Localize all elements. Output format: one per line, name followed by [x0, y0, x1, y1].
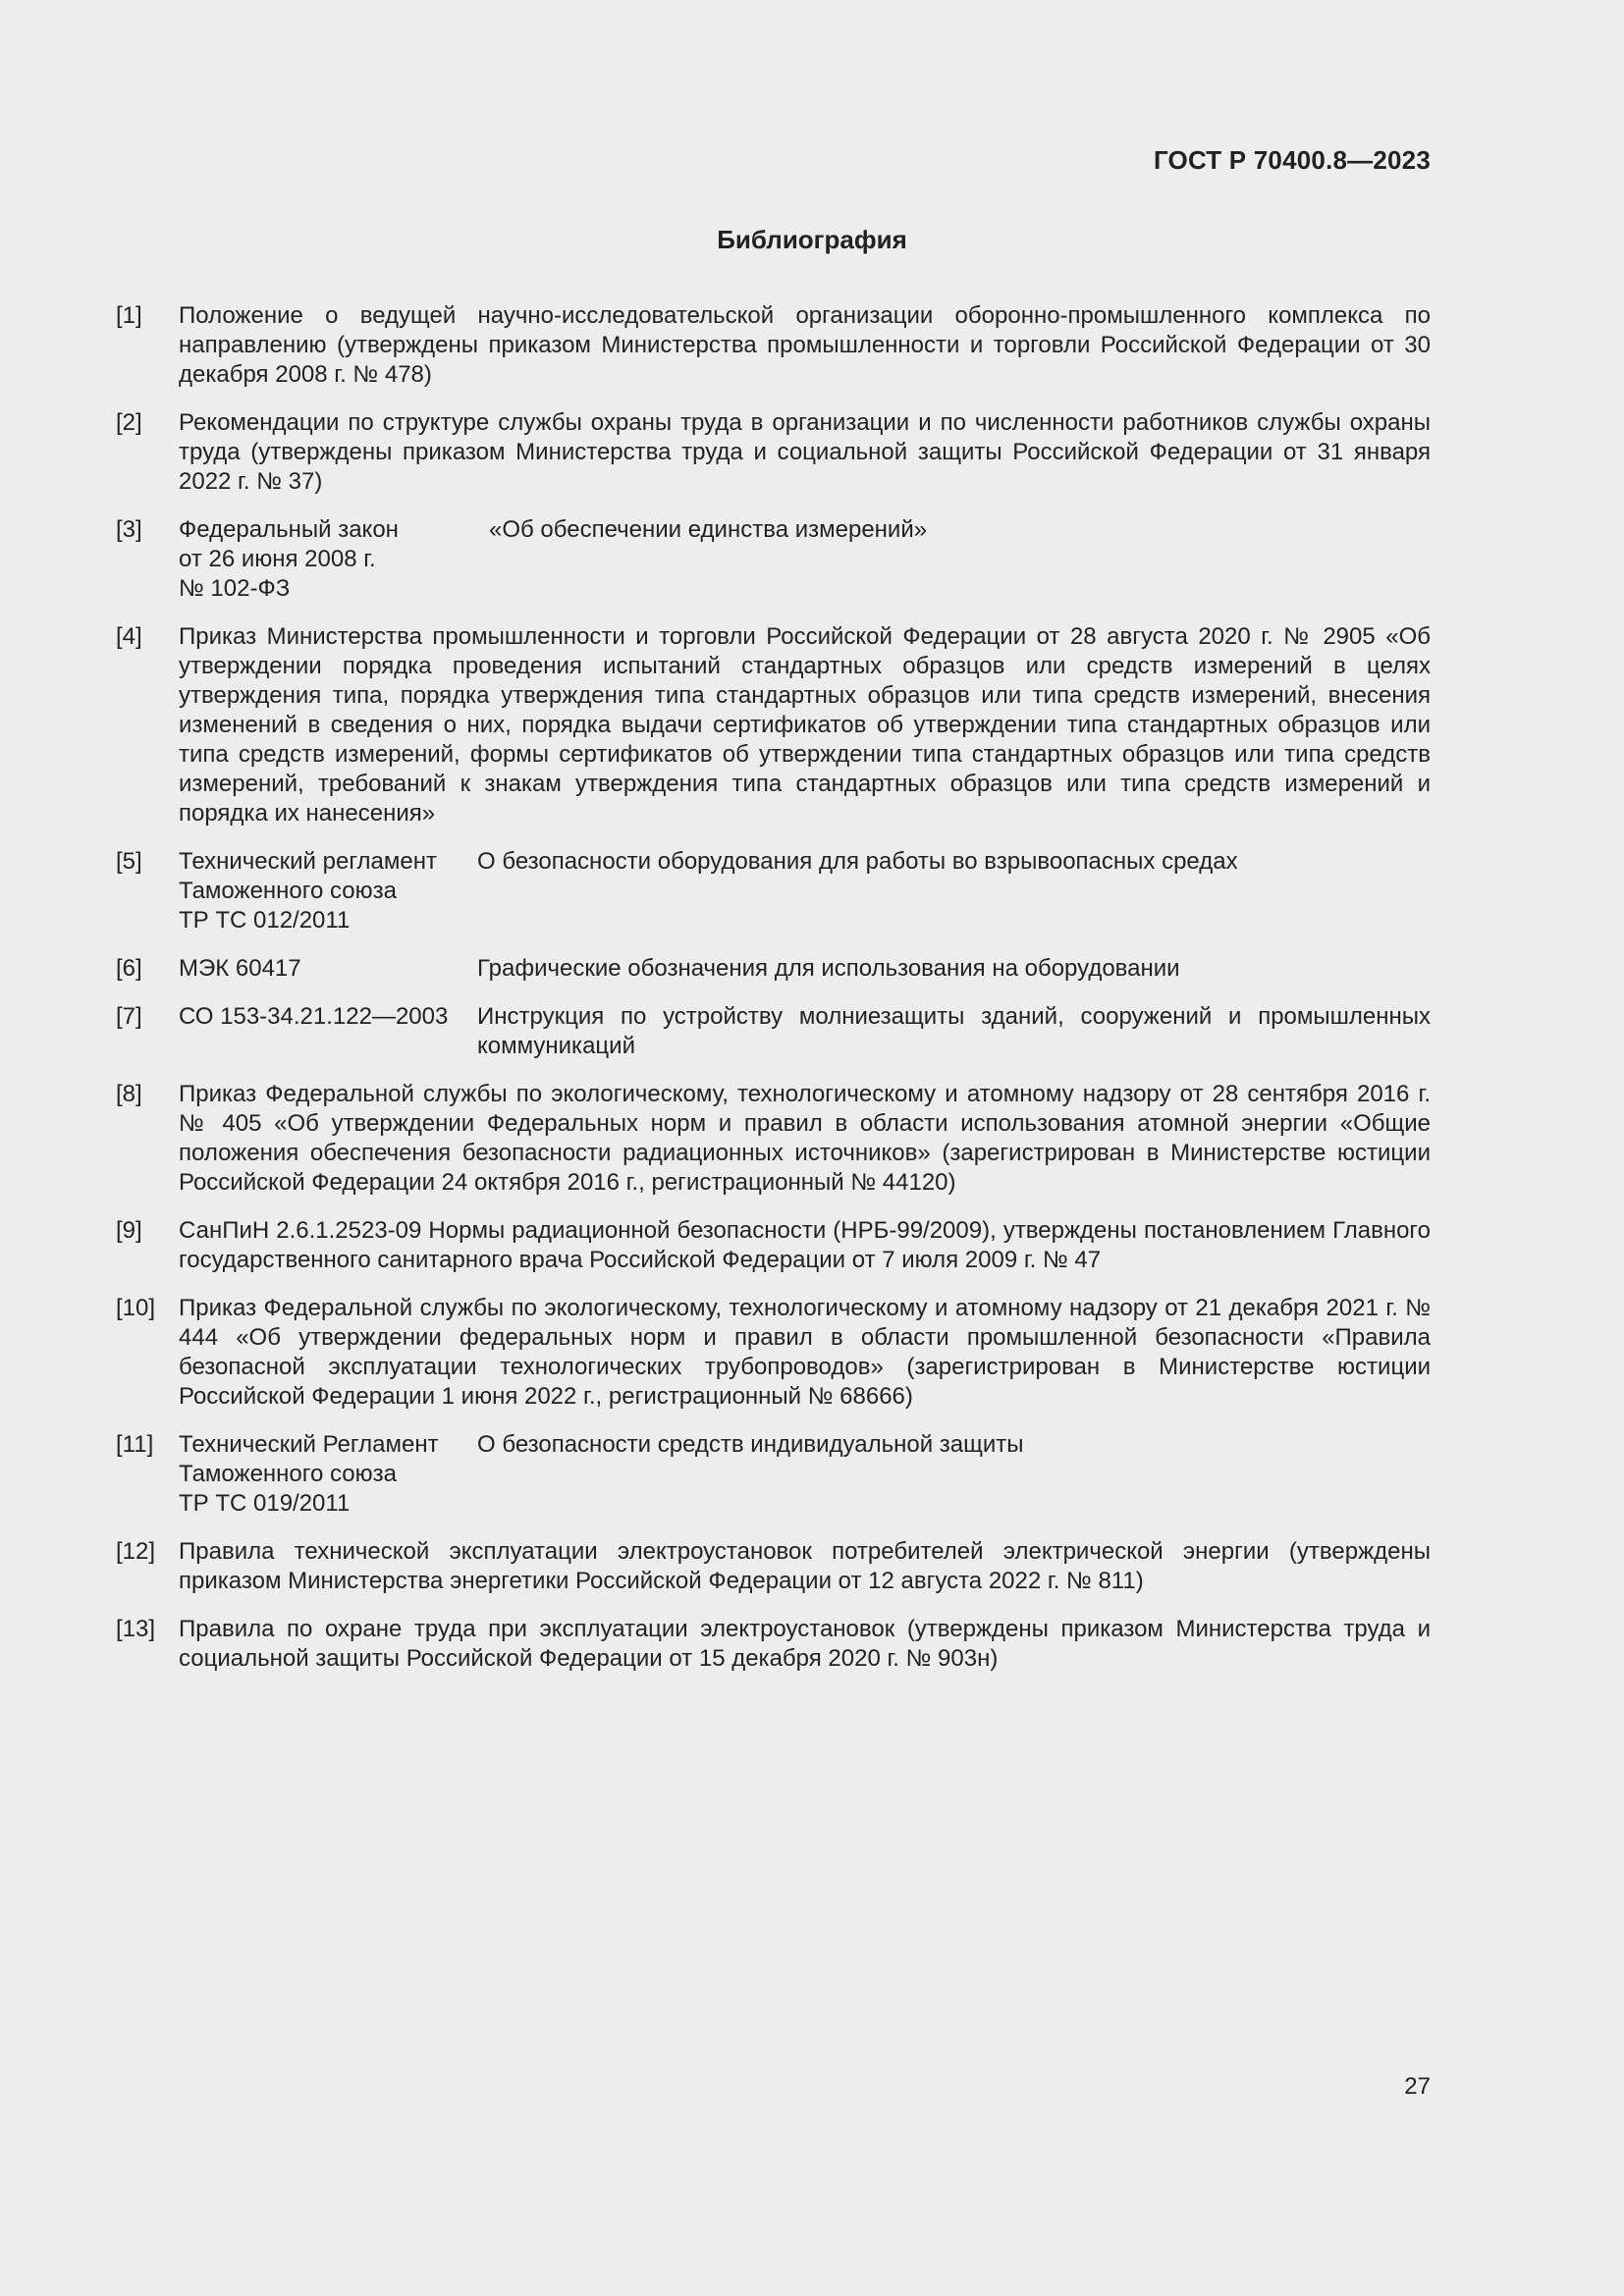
- entry-text: Приказ Федеральной службы по экологическому, технологическому и атомному надзору от 21 декабря 2021 г. № 444 «Об утверждении федеральных норм и правил в области промышленной безопасности «Правила безопасной эксплуатации технологических трубопроводов» (зарегистрирован в Министерстве юстиции Российской Федерации 1 июня 2022 г., регистрационный № 68666): [179, 1295, 1431, 1410]
- entry-reference: [179, 1430, 477, 1519]
- entry-reference: [179, 515, 489, 604]
- bibliography-entry: [116, 622, 1431, 828]
- entry-title: О безопасности оборудования для работы во взрывоопасных средах: [477, 848, 1238, 875]
- bibliography-entry: [116, 847, 1431, 935]
- entry-text: Правила технической эксплуатации электроустановок потребителей электрической энергии (утверждены приказом Министерства энергетики Российской Федерации от 12 августа 2022 г. № 811): [179, 1538, 1431, 1594]
- entry-title: Графические обозначения для использования на оборудовании: [477, 955, 1180, 982]
- reference-line: СО 153-34.21.122—2003: [179, 1003, 449, 1030]
- bibliography-list: [116, 301, 1431, 1692]
- page-number: 27: [1404, 2073, 1431, 2100]
- bibliography-entry: [116, 1002, 1431, 1061]
- bibliography-entry: [116, 1615, 1431, 1674]
- entry-title: Инструкция по устройству молниезащиты зданий, сооружений и промышленных коммуникаций: [477, 1003, 1431, 1059]
- document-code: ГОСТ Р 70400.8—2023: [1153, 145, 1431, 175]
- bibliography-entry: [116, 408, 1431, 497]
- entry-number: [13]: [116, 1616, 156, 1642]
- reference-line: Таможенного союза: [179, 878, 397, 904]
- entry-text: Правила по охране труда при эксплуатации электроустановок (утверждены приказом Министерства труда и социальной защиты Российской Федерации от 15 декабря 2020 г. № 903н): [179, 1616, 1431, 1672]
- entry-number: [2]: [116, 409, 142, 436]
- reference-line: № 102-ФЗ: [179, 575, 291, 602]
- entry-number: [12]: [116, 1538, 156, 1565]
- entry-number: [1]: [116, 302, 142, 329]
- entry-number: [6]: [116, 955, 142, 982]
- entry-number: [11]: [116, 1431, 154, 1458]
- entry-number: [7]: [116, 1003, 142, 1030]
- bibliography-entry: [116, 1537, 1431, 1596]
- entry-text: Приказ Министерства промышленности и торговли Российской Федерации от 28 августа 2020 г. № 2905 «Об утверждении порядка проведения испытаний стандартных образцов или средств измерений в целях утверждения типа, порядка утверждения типа стандартных образцов или типа средств измерений, внесения изменений в сведения о них, порядка выдачи сертификатов об утверждении типа стандартных образцов или типа средств измерений, формы сертификатов об утверждении типа стандартных образцов или типа средств измерений, требований к знакам утверждения типа стандартных образцов или типа средств измерений и порядка их нанесения»: [179, 623, 1431, 827]
- bibliography-entry: [116, 954, 1431, 984]
- reference-line: Таможенного союза: [179, 1461, 397, 1487]
- reference-line: ТР ТС 019/2011: [179, 1490, 351, 1517]
- reference-line: Технический регламент: [179, 848, 437, 875]
- bibliography-entry: [116, 1080, 1431, 1198]
- bibliography-entry: [116, 515, 1431, 604]
- reference-line: МЭК 60417: [179, 955, 301, 982]
- entry-title: О безопасности средств индивидуальной защиты: [477, 1431, 1024, 1458]
- section-title: Библиография: [717, 225, 907, 254]
- reference-line: Федеральный закон: [179, 516, 399, 543]
- entry-number: [10]: [116, 1295, 156, 1321]
- entry-number: [3]: [116, 516, 142, 543]
- entry-number: [9]: [116, 1217, 142, 1244]
- entry-text: Положение о ведущей научно-исследовательской организации оборонно-промышленного комплекса по направлению (утверждены приказом Министерства промышленности и торговли Российской Федерации от 30 декабря 2008 г. № 478): [179, 302, 1431, 388]
- bibliography-entry: [116, 1294, 1431, 1412]
- entry-reference: [179, 847, 477, 935]
- entry-number: [8]: [116, 1081, 142, 1107]
- entry-title: «Об обеспечении единства измерений»: [489, 516, 928, 543]
- bibliography-entry: [116, 1430, 1431, 1519]
- reference-line: от 26 июня 2008 г.: [179, 546, 376, 572]
- entry-reference: [179, 1002, 477, 1061]
- entry-text: Рекомендации по структуре службы охраны труда в организации и по численности работников службы охраны труда (утверждены приказом Министерства труда и социальной защиты Российской Федерации от 31 января 2022 г. № 37): [179, 409, 1431, 495]
- bibliography-entry: [116, 301, 1431, 390]
- entry-text: Приказ Федеральной службы по экологическому, технологическому и атомному надзору от 28 сентября 2016 г. № 405 «Об утверждении Федеральных норм и правил в области использования атомной энергии «Общие положения обеспечения безопасности радиационных источников» (зарегистрирован в Министерстве юстиции Российской Федерации 24 октября 2016 г., регистрационный № 44120): [179, 1081, 1431, 1196]
- entry-number: [4]: [116, 623, 142, 650]
- entry-reference: [179, 954, 477, 984]
- entry-number: [5]: [116, 848, 142, 875]
- reference-line: ТР ТС 012/2011: [179, 907, 351, 934]
- bibliography-entry: [116, 1216, 1431, 1275]
- reference-line: Технический Регламент: [179, 1431, 439, 1458]
- entry-text: СанПиН 2.6.1.2523-09 Нормы радиационной безопасности (НРБ-99/2009), утверждены постановлением Главного государственного санитарного врача Российской Федерации от 7 июля 2009 г. № 47: [179, 1217, 1431, 1273]
